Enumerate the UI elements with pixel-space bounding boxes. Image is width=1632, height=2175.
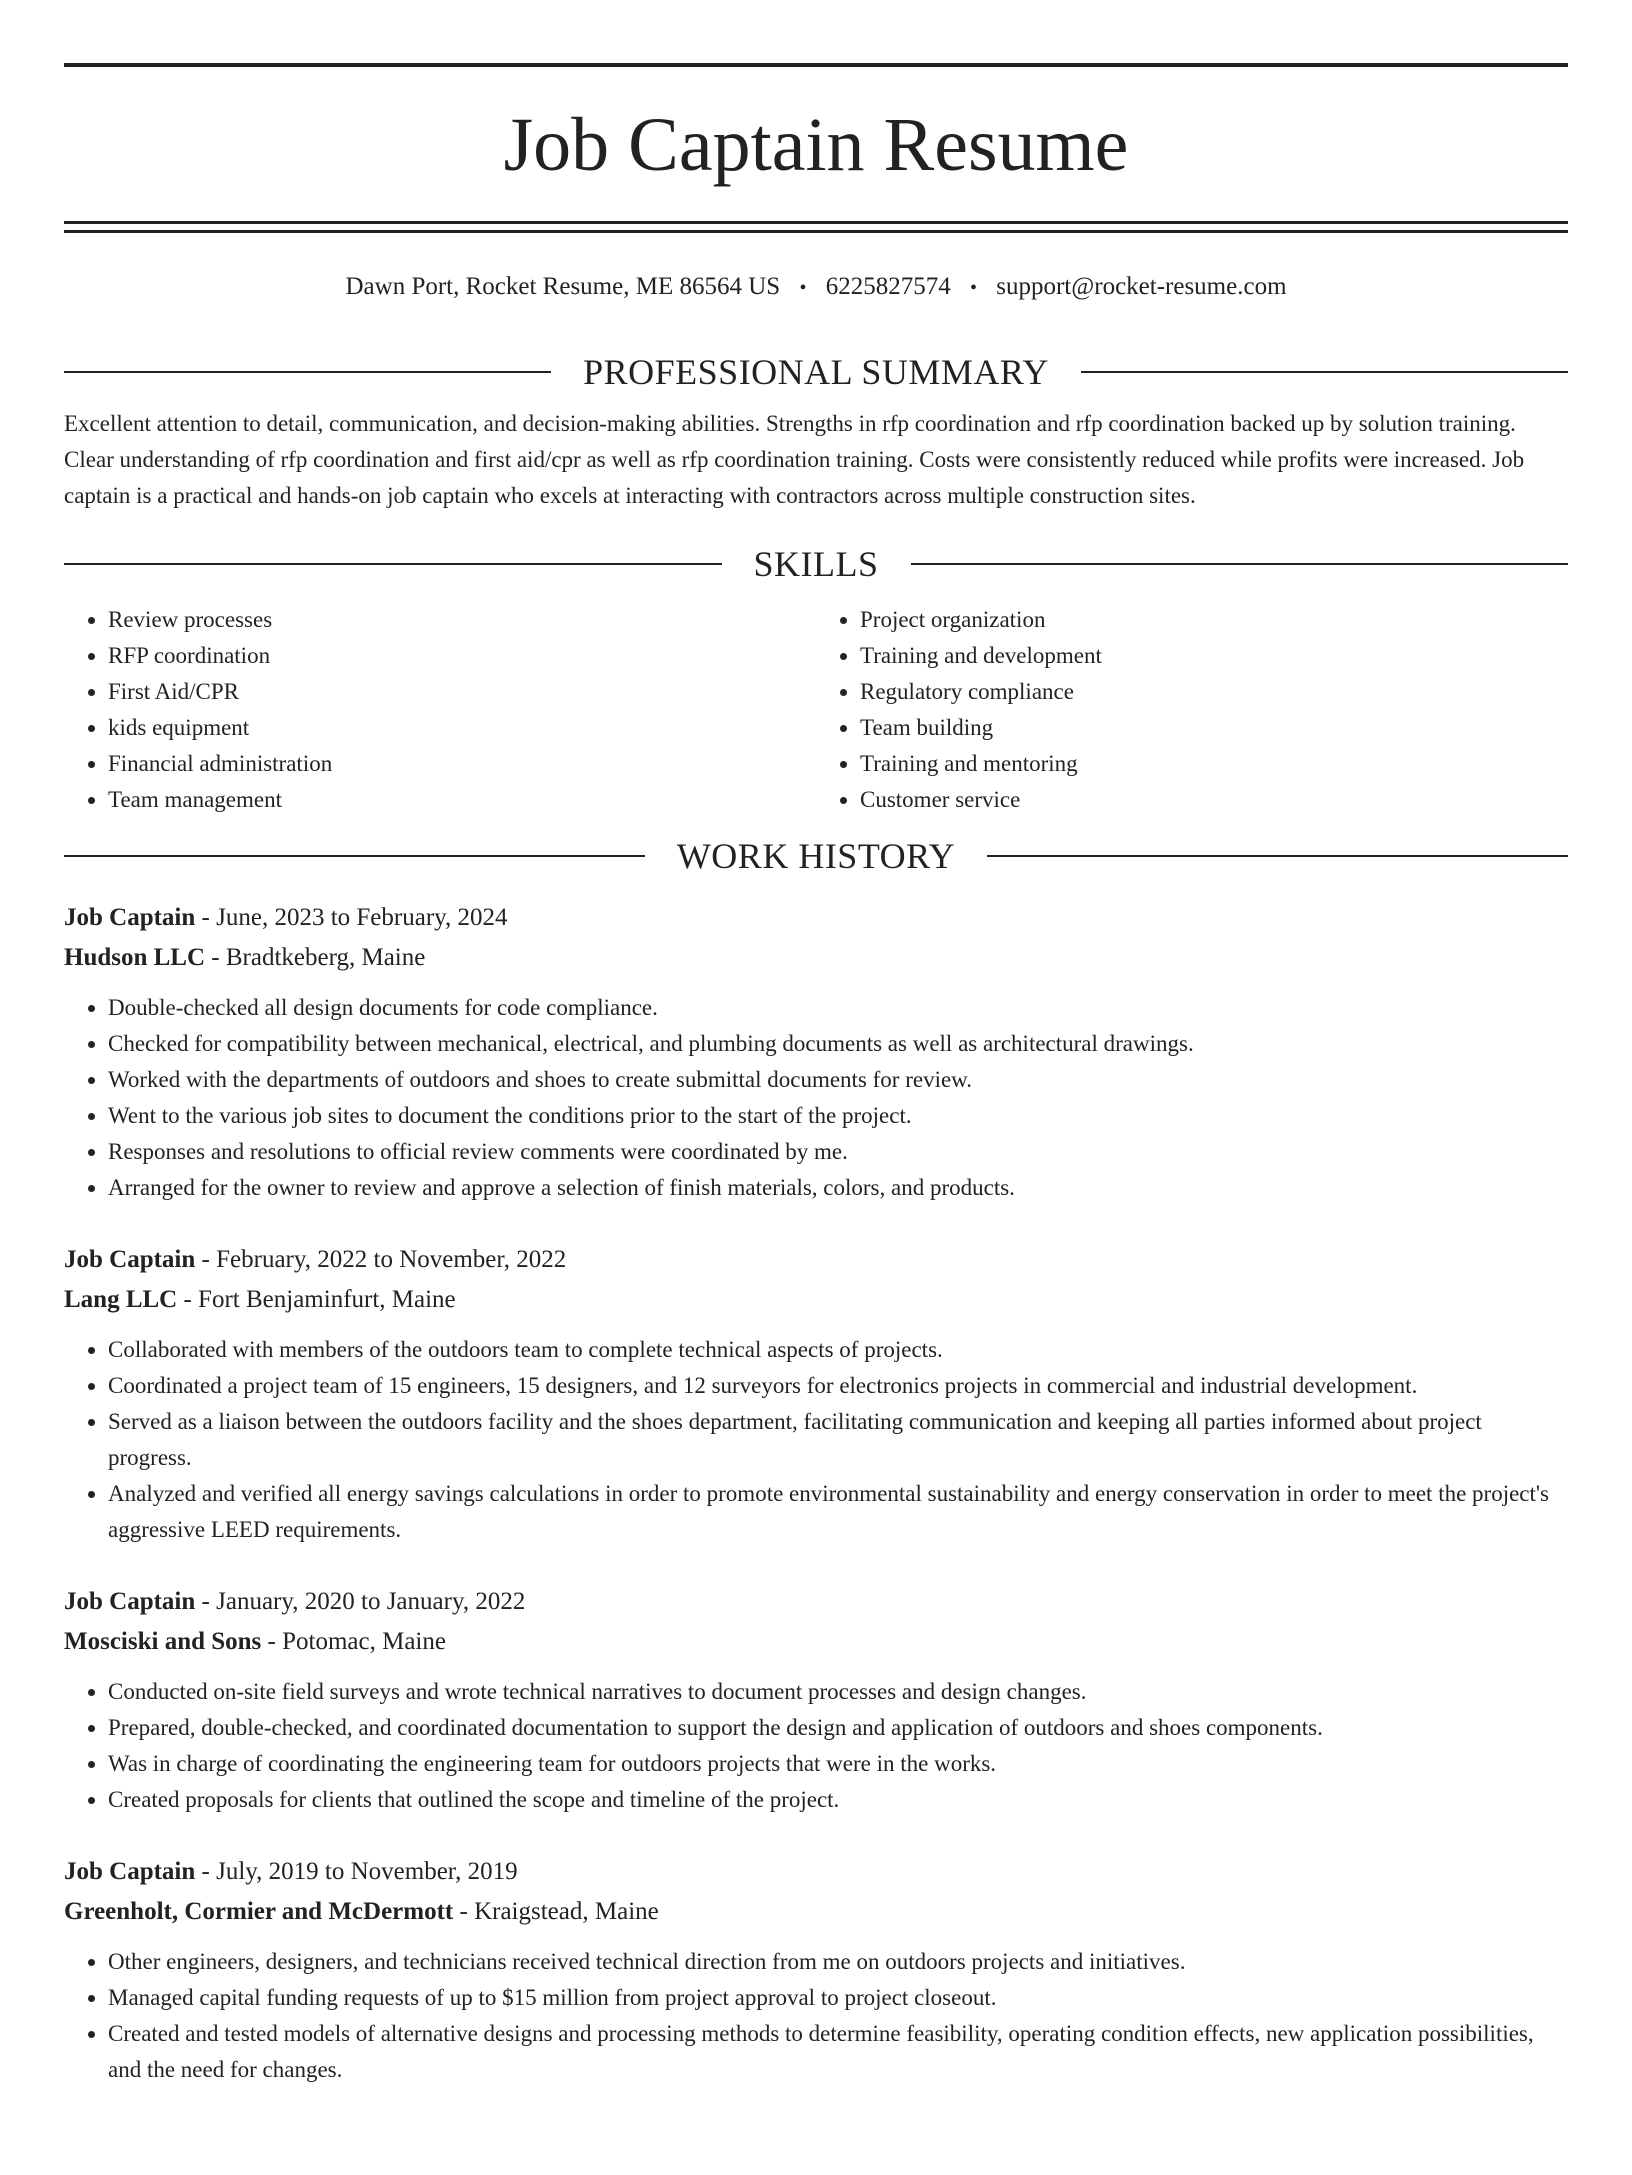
summary-heading-label: PROFESSIONAL SUMMARY xyxy=(583,352,1049,392)
skill-item: • Team building xyxy=(860,710,1568,746)
job-dates: - June, 2023 to February, 2024 xyxy=(195,904,508,931)
job-bullets xyxy=(64,1332,1568,1548)
job-company: Lang LLC xyxy=(64,1286,178,1313)
heading-rule-right xyxy=(987,855,1568,857)
contact-separator: • xyxy=(969,277,977,299)
job-company-line xyxy=(64,1892,1568,1932)
contact-separator: • xyxy=(799,277,807,299)
job-dates: - January, 2020 to January, 2022 xyxy=(195,1588,526,1615)
title-double-rule xyxy=(64,221,1568,233)
skill-item: • kids equipment xyxy=(108,710,816,746)
skill-item: • RFP coordination xyxy=(108,638,816,674)
job-bullet: • Created proposals for clients that outlined the scope and timeline of the project. xyxy=(108,1782,1568,1818)
skills-column-right xyxy=(816,602,1568,818)
job-bullet: • Was in charge of coordinating the engineering team for outdoors projects that were in the works. xyxy=(108,1746,1568,1782)
skills-section-heading xyxy=(64,542,1568,586)
contact-phone: 6225827574 xyxy=(825,273,951,300)
contact-line xyxy=(64,271,1568,304)
job-dates: - February, 2022 to November, 2022 xyxy=(195,1246,567,1273)
job-company-line xyxy=(64,1280,1568,1320)
job-entry xyxy=(64,898,1568,1206)
job-location: - Kraigstead, Maine xyxy=(453,1898,659,1925)
job-bullets xyxy=(64,1674,1568,1818)
job-title-line xyxy=(64,898,1568,938)
job-bullet: • Served as a liaison between the outdoors facility and the shoes department, facilitating communication and keeping all parties informed about project progress. xyxy=(108,1404,1568,1476)
job-location: - Bradtkeberg, Maine xyxy=(205,944,426,971)
resume-title: Job Captain Resume xyxy=(503,103,1129,187)
skills-list xyxy=(64,602,1568,818)
job-bullet: • Checked for compatibility between mechanical, electrical, and plumbing documents as well as architectural drawings. xyxy=(108,1026,1568,1062)
heading-rule-left xyxy=(64,855,645,857)
job-title-line xyxy=(64,1240,1568,1280)
job-bullet: • Collaborated with members of the outdoors team to complete technical aspects of projects. xyxy=(108,1332,1568,1368)
job-company: Hudson LLC xyxy=(64,944,206,971)
job-entry xyxy=(64,1582,1568,1818)
job-location: - Fort Benjaminfurt, Maine xyxy=(177,1286,456,1313)
skills-column-left xyxy=(64,602,816,818)
top-rule xyxy=(64,63,1568,67)
skill-item: • First Aid/CPR xyxy=(108,674,816,710)
job-bullet: • Managed capital funding requests of up to $15 million from project approval to project closeout. xyxy=(108,1980,1568,2016)
job-company-line xyxy=(64,1622,1568,1662)
skill-item: • Financial administration xyxy=(108,746,816,782)
skill-item: • Review processes xyxy=(108,602,816,638)
job-bullet: • Analyzed and verified all energy savings calculations in order to promote environmental sustainability and energy conservation in order to meet the project's aggressive LEED requirements. xyxy=(108,1476,1568,1548)
job-title: Job Captain xyxy=(64,1588,196,1615)
work-history-section-heading xyxy=(64,834,1568,878)
job-bullets xyxy=(64,1944,1568,2088)
skills-heading-label: SKILLS xyxy=(753,544,879,584)
job-title-line xyxy=(64,1852,1568,1892)
job-bullet: • Conducted on-site field surveys and wrote technical narratives to document processes and design changes. xyxy=(108,1674,1568,1710)
job-bullet: • Double-checked all design documents for code compliance. xyxy=(108,990,1568,1026)
summary-section-heading xyxy=(64,350,1568,394)
job-company: Greenholt, Cormier and McDermott xyxy=(64,1898,454,1925)
skill-item: • Project organization xyxy=(860,602,1568,638)
job-title: Job Captain xyxy=(64,904,196,931)
job-entry xyxy=(64,1852,1568,2088)
summary-text: Excellent attention to detail, communication, and decision-making abilities. Strengths in rfp coordination and rfp coordination backed up by solution training. Clear understanding of rfp coordination and first aid/cpr as well as rfp coordination training. Costs were consistently reduced while profits were increased. Job captain is a practical and hands-on job captain who excels at interacting with contractors across multiple construction sites. xyxy=(64,411,1525,508)
job-bullet: • Coordinated a project team of 15 engineers, 15 designers, and 12 surveyors for electronics projects in commercial and industrial development. xyxy=(108,1368,1568,1404)
work-history-heading-label: WORK HISTORY xyxy=(676,836,956,876)
job-location: - Potomac, Maine xyxy=(261,1628,446,1655)
skill-item: • Training and development xyxy=(860,638,1568,674)
contact-email: support@rocket-resume.com xyxy=(996,273,1287,300)
job-company: Mosciski and Sons xyxy=(64,1628,262,1655)
skill-item: • Customer service xyxy=(860,782,1568,818)
job-dates: - July, 2019 to November, 2019 xyxy=(195,1858,518,1885)
job-title: Job Captain xyxy=(64,1858,196,1885)
heading-rule-right xyxy=(1081,371,1568,373)
contact-address: Dawn Port, Rocket Resume, ME 86564 US xyxy=(345,273,781,300)
job-title-line xyxy=(64,1582,1568,1622)
job-bullet: • Prepared, double-checked, and coordinated documentation to support the design and application of outdoors and shoes components. xyxy=(108,1710,1568,1746)
heading-rule-left xyxy=(64,371,551,373)
job-bullet: • Created and tested models of alternative designs and processing methods to determine feasibility, operating condition effects, new application possibilities, and the need for changes. xyxy=(108,2016,1568,2088)
job-bullet: • Responses and resolutions to official review comments were coordinated by me. xyxy=(108,1134,1568,1170)
job-bullet: • Went to the various job sites to document the conditions prior to the start of the project. xyxy=(108,1098,1568,1134)
job-company-line xyxy=(64,938,1568,978)
job-title: Job Captain xyxy=(64,1246,196,1273)
job-bullet: • Worked with the departments of outdoors and shoes to create submittal documents for review. xyxy=(108,1062,1568,1098)
job-bullet: • Other engineers, designers, and technicians received technical direction from me on outdoors projects and initiatives. xyxy=(108,1944,1568,1980)
resume-page xyxy=(0,63,1632,2175)
skill-item: • Training and mentoring xyxy=(860,746,1568,782)
job-bullet: • Arranged for the owner to review and approve a selection of finish materials, colors, and products. xyxy=(108,1170,1568,1206)
job-entry xyxy=(64,1240,1568,1548)
heading-rule-right xyxy=(911,563,1569,565)
job-bullets xyxy=(64,990,1568,1206)
skill-item: • Team management xyxy=(108,782,816,818)
skill-item: • Regulatory compliance xyxy=(860,674,1568,710)
heading-rule-left xyxy=(64,563,722,565)
